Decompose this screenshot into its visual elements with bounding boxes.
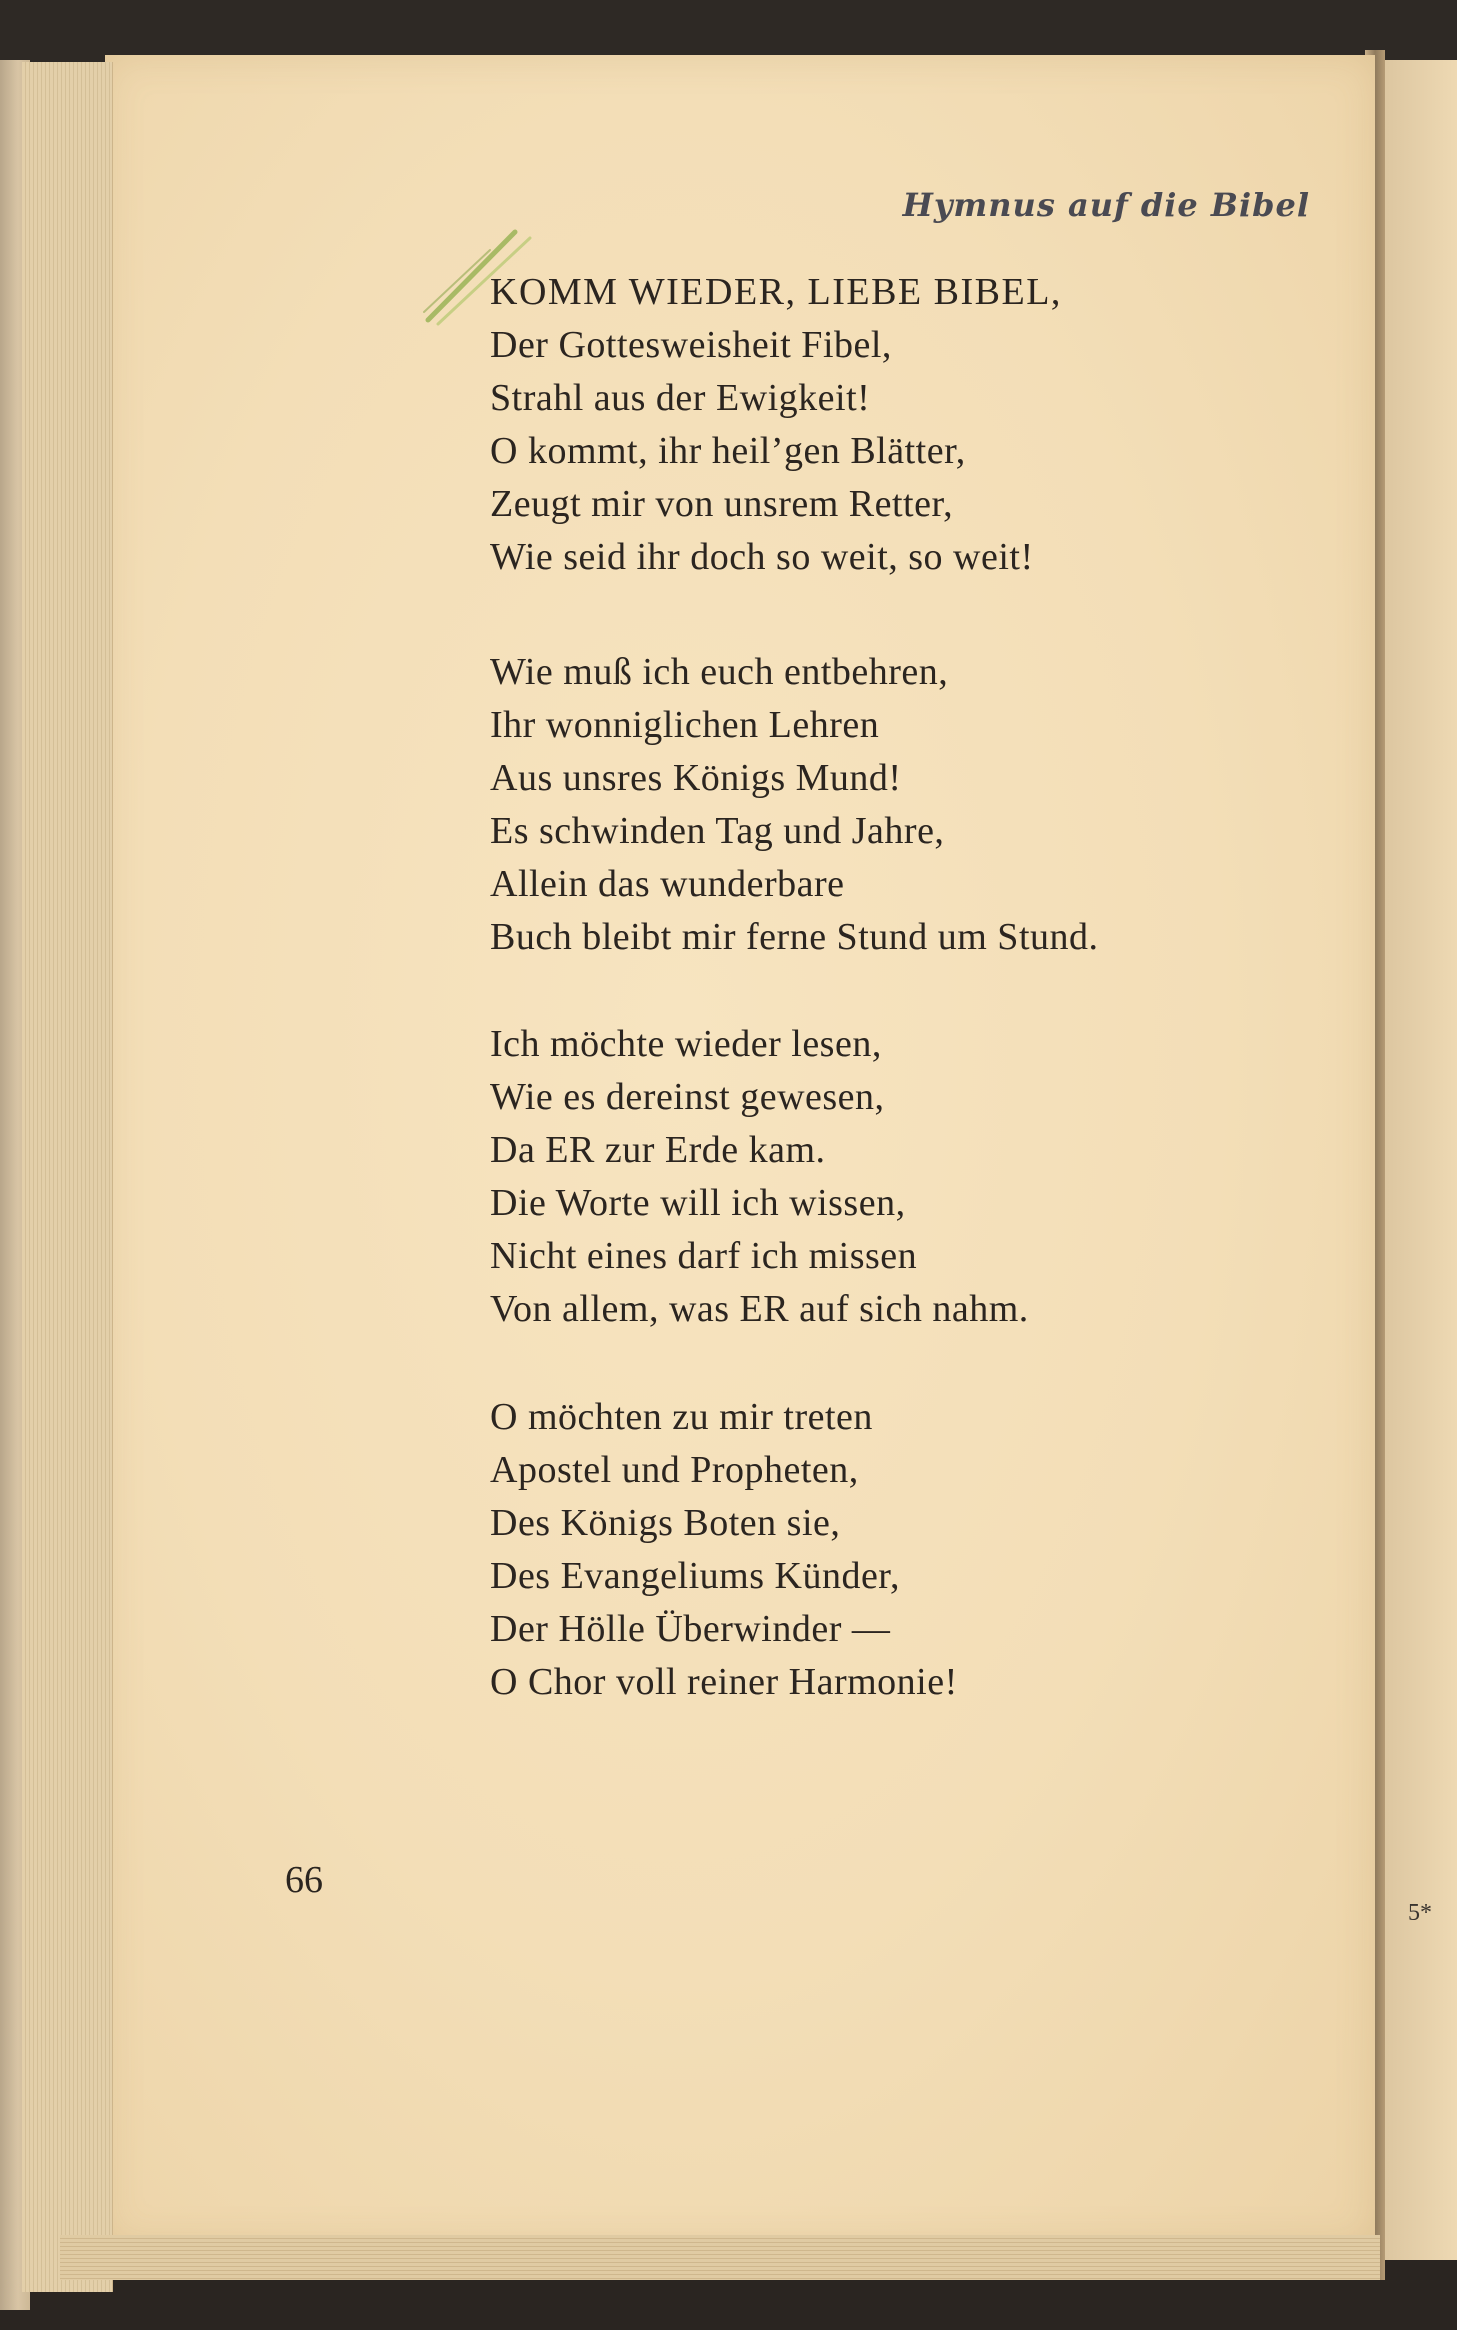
poem-line: O kommt, ihr heil’gen Blätter, <box>490 430 966 472</box>
poem-line: Aus unsres Königs Mund! <box>490 757 902 799</box>
poem-line: Des Königs Boten sie, <box>490 1502 841 1544</box>
page-number: 66 <box>285 1859 323 1901</box>
poem-line: Wie seid ihr doch so weit, so weit! <box>490 536 1034 578</box>
signature-mark: 5* <box>1408 1900 1432 1926</box>
poem-line: Von allem, was ER auf sich nahm. <box>490 1288 1029 1330</box>
poem-line: Allein das wunderbare <box>490 863 845 905</box>
poem-line: Es schwinden Tag und Jahre, <box>490 810 945 852</box>
poem-line: Die Worte will ich wissen, <box>490 1182 906 1224</box>
poem-line: O möchten zu mir treten <box>490 1396 873 1438</box>
poem-line: KOMM WIEDER, LIEBE BIBEL, <box>490 271 1062 313</box>
poem-line: Wie es dereinst gewesen, <box>490 1076 885 1118</box>
poem-line: Buch bleibt mir ferne Stund um Stund. <box>490 916 1099 958</box>
poem-stanza-1 <box>490 266 1310 584</box>
poem-line: Ihr wonniglichen Lehren <box>490 704 880 746</box>
poem-line: Zeugt mir von unsrem Retter, <box>490 483 954 525</box>
poem-title-line <box>490 266 1310 319</box>
poem-line: Da ER zur Erde kam. <box>490 1129 826 1171</box>
poem-line: Der Gottesweisheit Fibel, <box>490 324 892 366</box>
poem-line: Apostel und Propheten, <box>490 1449 859 1491</box>
page-edges-left <box>22 62 113 2292</box>
poem-line: O Chor voll reiner Harmonie! <box>490 1661 958 1703</box>
poem-line: Ich möchte wieder lesen, <box>490 1023 882 1065</box>
page-edges-bottom <box>60 2235 1380 2280</box>
poem-line: Des Evangeliums Künder, <box>490 1555 900 1597</box>
poem-line: Strahl aus der Ewigkeit! <box>490 377 871 419</box>
poem-line: Wie muß ich euch entbehren, <box>490 651 949 693</box>
facing-page-edge <box>1383 60 1457 2260</box>
running-head: Hymnus auf die Bibel <box>902 186 1310 224</box>
poem-line: Der Hölle Überwinder — <box>490 1608 891 1650</box>
poem-line: Nicht eines darf ich missen <box>490 1235 918 1277</box>
poem-stanza-3 <box>490 1018 1310 1336</box>
poem-stanza-4 <box>490 1391 1310 1709</box>
poem-stanza-2 <box>490 646 1310 964</box>
